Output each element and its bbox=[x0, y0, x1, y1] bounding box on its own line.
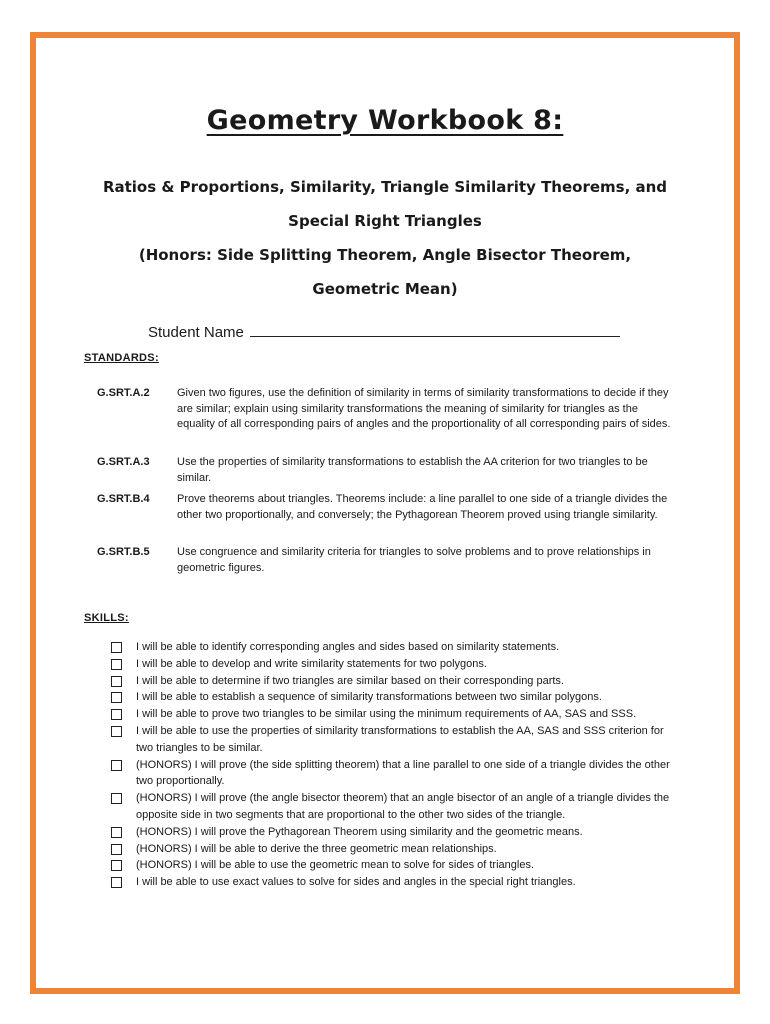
standard-description: Use congruence and similarity criteria for triangles to solve problems and to prove relationships in geometric figures. bbox=[177, 546, 651, 574]
checkbox[interactable] bbox=[111, 676, 122, 687]
skill-item bbox=[111, 706, 681, 723]
checkbox[interactable] bbox=[111, 827, 122, 838]
skill-text: (HONORS) I will be able to derive the three geometric mean relationships. bbox=[136, 842, 497, 855]
checkbox[interactable] bbox=[111, 844, 122, 855]
standard-row bbox=[97, 545, 677, 576]
standard-code: G.SRT.A.2 bbox=[97, 387, 150, 399]
standard-description: Use the properties of similarity transformations to establish the AA criterion for two triangles to be similar. bbox=[177, 456, 648, 484]
skill-item bbox=[111, 790, 681, 824]
skill-text: I will be able to prove two triangles to be similar using the minimum requirements of AA, SAS and SSS. bbox=[136, 708, 637, 721]
skills-list bbox=[111, 639, 681, 891]
checkbox[interactable] bbox=[111, 793, 122, 804]
skill-item bbox=[111, 757, 681, 791]
standards-heading: STANDARDS: bbox=[84, 352, 159, 364]
student-name-field bbox=[148, 322, 620, 341]
standard-row bbox=[97, 386, 677, 448]
skills-heading: SKILLS: bbox=[84, 612, 129, 624]
standard-description: Given two figures, use the definition of similarity in terms of similarity transformations to decide if they are similar; explain using similarity transformations the meaning of similarity for triangles as the equality of all corresponding pairs of angles and the proportionality of all corresponding pairs of sides. bbox=[177, 387, 671, 430]
standard-code: G.SRT.A.3 bbox=[97, 456, 150, 468]
standard-code: G.SRT.B.5 bbox=[97, 546, 150, 558]
skill-item bbox=[111, 874, 681, 891]
skill-item bbox=[111, 824, 681, 841]
checkbox[interactable] bbox=[111, 760, 122, 771]
checkbox[interactable] bbox=[111, 726, 122, 737]
student-name-label: Student Name bbox=[148, 324, 244, 341]
subtitle-line-3: (Honors: Side Splitting Theorem, Angle Bisector Theorem, bbox=[138, 246, 632, 264]
skill-item bbox=[111, 639, 681, 656]
skill-text: I will be able to develop and write similarity statements for two polygons. bbox=[136, 657, 487, 670]
checkbox[interactable] bbox=[111, 709, 122, 720]
skill-item bbox=[111, 723, 681, 757]
standard-description: Prove theorems about triangles. Theorems include: a line parallel to one side of a triangle divides the other two proportionally, and conversely; the Pythagorean Theorem proved using triangle similarity. bbox=[177, 493, 668, 521]
skill-text: I will be able to establish a sequence of similarity transformations between two similar polygons. bbox=[136, 691, 602, 704]
skill-text: (HONORS) I will be able to use the geometric mean to solve for sides of triangles. bbox=[136, 859, 535, 872]
skill-item bbox=[111, 689, 681, 706]
standard-row bbox=[97, 455, 677, 486]
skill-text: I will be able to use exact values to solve for sides and angles in the special right triangles. bbox=[136, 876, 576, 889]
skill-text: (HONORS) I will prove the Pythagorean Theorem using similarity and the geometric means. bbox=[136, 825, 583, 838]
skill-text: I will be able to use the properties of similarity transformations to establish the AA, SAS and SSS criterion for two triangles to be similar. bbox=[136, 724, 664, 754]
skill-item bbox=[111, 673, 681, 690]
checkbox[interactable] bbox=[111, 877, 122, 888]
skill-text: (HONORS) I will prove (the angle bisector theorem) that an angle bisector of an angle of a triangle divides the opposite side in two segments that are proportional to the other two sides of the triangle. bbox=[136, 792, 670, 821]
skill-item bbox=[111, 841, 681, 858]
page-title: Geometry Workbook 8: bbox=[206, 105, 564, 136]
skill-text: I will be able to identify corresponding angles and sides based on similarity statements. bbox=[136, 641, 560, 653]
checkbox[interactable] bbox=[111, 642, 122, 653]
student-name-line[interactable] bbox=[250, 322, 620, 337]
checkbox[interactable] bbox=[111, 659, 122, 670]
subtitle-line-2: Special Right Triangles bbox=[288, 212, 482, 230]
skill-item bbox=[111, 656, 681, 673]
subtitle-line-4: Geometric Mean) bbox=[312, 280, 458, 298]
standard-code: G.SRT.B.4 bbox=[97, 493, 150, 505]
checkbox[interactable] bbox=[111, 692, 122, 703]
standard-row bbox=[97, 492, 677, 539]
subtitle-line-1: Ratios & Proportions, Similarity, Triangle Similarity Theorems, and bbox=[102, 178, 668, 196]
checkbox[interactable] bbox=[111, 860, 122, 871]
skill-text: (HONORS) I will prove (the side splitting theorem) that a line parallel to one side of a triangle divides the other two proportionally. bbox=[136, 758, 670, 788]
skill-text: I will be able to determine if two triangles are similar based on their corresponding parts. bbox=[136, 674, 564, 687]
skill-item bbox=[111, 857, 681, 874]
